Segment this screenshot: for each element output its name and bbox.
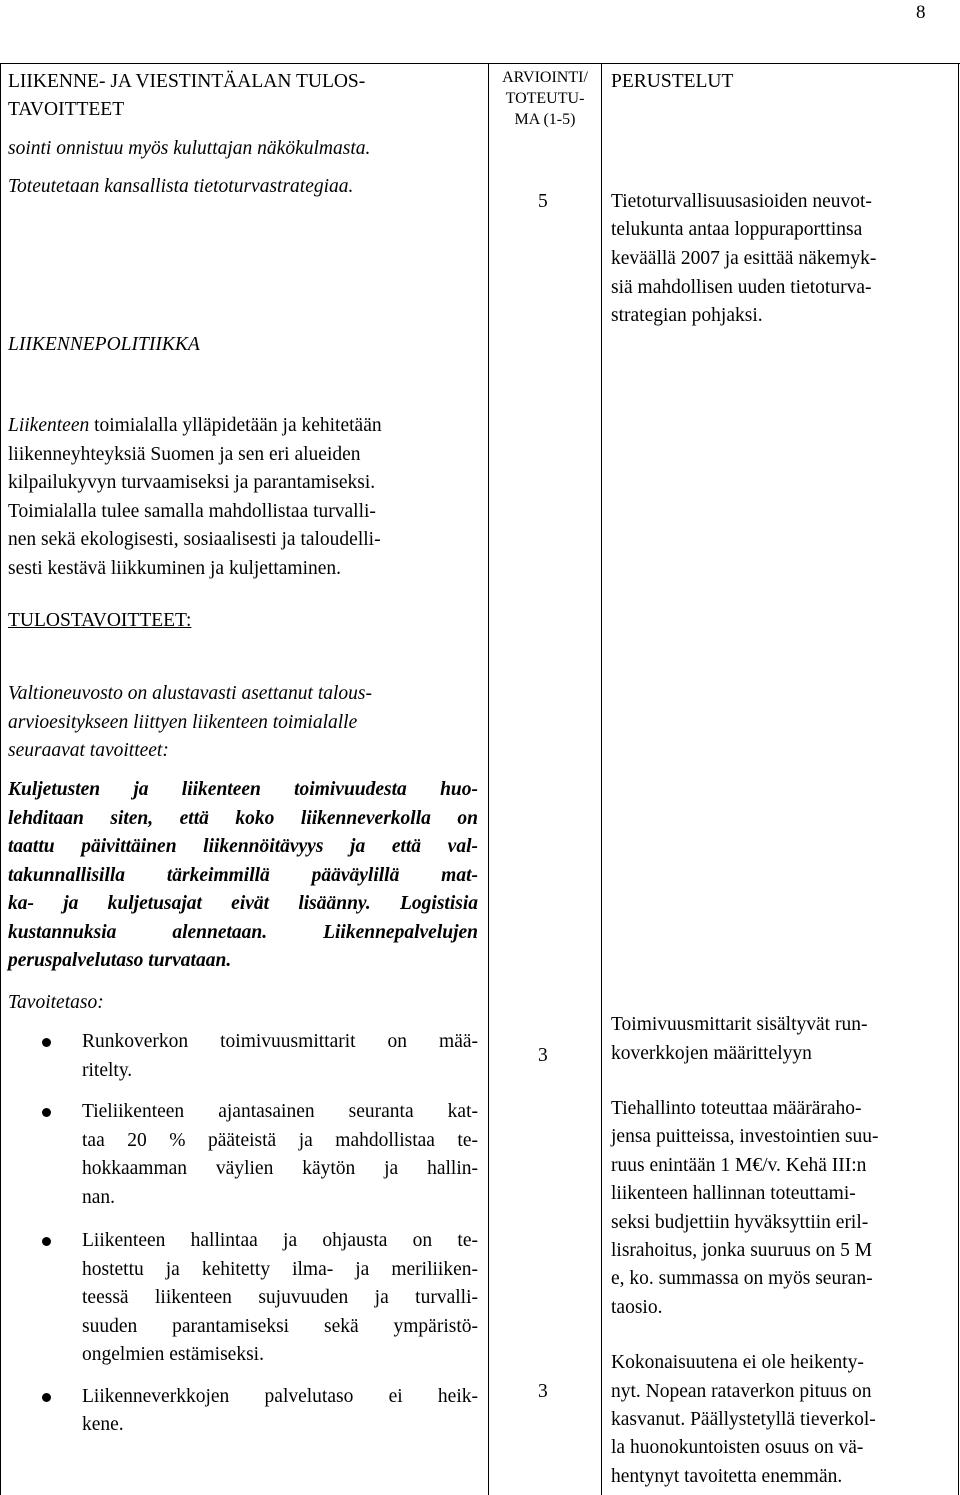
reason-line: Tiehallinto toteuttaa määräraho- [611,1098,862,1119]
reason-line: ruus enintään 1 M€/v. Kehä III:n [611,1155,867,1176]
item-line: Liikenneverkkojen palvelutaso ei heik- [82,1386,478,1407]
reason-line: telukunta antaa loppuraporttinsa [611,219,863,240]
item-line: hokkaamman väylien käytön ja hallin- [82,1158,478,1179]
intro-line [8,412,382,441]
goal-line: lehditaan siten, että koko liikenneverkolla on [8,808,478,829]
reason-line: jensa puitteissa, investointien suu- [611,1126,879,1147]
reason-line: keväällä 2007 ja esittää näkemyk- [611,248,877,269]
reason-line: strategian pohjaksi. [611,305,763,326]
reason-line: hentynyt tavoitetta enemmän. [611,1466,843,1487]
goals-heading: TULOSTAVOITTEET: [8,610,192,631]
item-line: taa 20 % pääteistä ja mahdollistaa te- [82,1130,478,1151]
item-line: hostettu ja kehitetty ilma- ja meriliiken- [82,1259,478,1280]
reason-line: seksi budjettiin hyväksyttiin eril- [611,1212,869,1233]
text-line: sointi onnistuu myös kuluttajan näkökulmasta. [8,138,371,159]
header-rating-line1: ARVIOINTI/ [502,69,588,86]
reason-line: Kokonaisuutena ei ole heikenty- [611,1352,864,1373]
gov-emph: Valtioneuvosto [8,683,123,704]
intro-line: sesti kestävä liikkuminen ja kuljettaminen. [8,558,342,579]
table-border-right [958,63,959,1495]
intro-line: Toimialalla tulee samalla mahdollistaa turvalli- [8,501,376,522]
intro-line: nen sekä ekologisesti, sosiaalisesti ja taloudelli- [8,529,381,550]
reason-line: nyt. Nopean rataverkon pituus on [611,1381,872,1402]
section-heading-transport-policy: LIIKENNEPOLITIIKKA [8,334,200,355]
reason-line: la huonokuntoisten osuus on vä- [611,1437,864,1458]
rating-value: 5 [538,191,548,212]
intro-line: liikenneyhteyksiä Suomen ja sen eri alueiden [8,444,361,465]
bullet-icon [42,1393,51,1402]
bullet-icon [42,1108,51,1117]
table-border-left [0,63,1,1495]
bullet-icon [42,1237,51,1246]
reason-line: Toimivuusmittarit sisältyvät run- [611,1014,868,1035]
goal-line: takunnallisilla tärkeimmillä pääväylillä mat- [8,865,478,886]
table-divider-1 [488,63,489,1495]
table-divider-2 [601,63,602,1495]
gov-rest: on alustavasti asettanut talous- [122,683,372,704]
header-reasons: PERUSTELUT [611,71,734,92]
goal-line: peruspalvelutaso turvataan. [8,950,232,971]
gov-line: arvioesitykseen liittyen liikenteen toimialalle [8,712,358,733]
reason-line: kasvanut. Päällystetyllä tieverkol- [611,1409,876,1430]
rating-value: 3 [538,1381,548,1402]
goal-line: kustannuksia alennetaan. Liikennepalvelujen [8,922,478,943]
bullet-icon [42,1038,51,1047]
goal-line: taattu päivittäinen liikennöitävyys ja että val- [8,836,478,857]
header-title-line1: LIIKENNE- JA VIESTINTÄALAN TULOS- [8,71,366,92]
reason-line: siä mahdollisen uuden tietoturva- [611,277,872,298]
item-line: Liikenteen hallintaa ja ohjausta on te- [82,1230,478,1251]
page-number: 8 [916,2,926,23]
target-level-heading: Tavoitetaso: [8,992,104,1013]
reason-line: koverkkojen määrittelyyn [611,1043,812,1064]
item-line: ritelty. [82,1060,133,1081]
goal-line: Kuljetusten ja liikenteen toimivuudesta huo- [8,779,478,800]
item-line: Tieliikenteen ajantasainen seuranta kat- [82,1101,478,1122]
header-rating-line2: TOTEUTU- [505,90,585,107]
item-line: suuden parantamiseksi sekä ympäristö- [82,1316,478,1337]
goal-line: ka- ja kuljetusajat eivät lisäänny. Logistisia [8,893,478,914]
intro-rest: toimialalla ylläpidetään ja kehitetään [89,415,382,436]
text-line: Toteutetaan kansallista tietoturvastrategiaa. [8,176,354,197]
reason-line: e, ko. summassa on myös seuran- [611,1268,873,1289]
header-title-line2: TAVOITTEET [8,99,125,120]
item-line: ongelmien estämiseksi. [82,1344,264,1365]
gov-line [8,680,372,709]
reason-line: taosio. [611,1297,663,1318]
table-border-top [0,63,960,64]
reason-line: liikenteen hallinnan toteuttami- [611,1183,856,1204]
gov-line: seuraavat tavoitteet: [8,740,169,761]
reason-line: lisrahoitus, jonka suuruus on 5 M [611,1240,873,1261]
item-line: Runkoverkon toimivuusmittarit on mää- [82,1031,478,1052]
rating-value: 3 [538,1045,548,1066]
item-line: kene. [82,1414,124,1435]
intro-emph: Liikenteen [8,415,90,436]
intro-line: kilpailukyvyn turvaamiseksi ja parantamiseksi. [8,472,376,493]
item-line: nan. [82,1187,116,1208]
reason-line: Tietoturvallisuusasioiden neuvot- [611,191,872,212]
item-line: teessä liikenteen sujuvuuden ja turvalli- [82,1287,478,1308]
header-rating-line3: MA (1-5) [514,111,576,128]
